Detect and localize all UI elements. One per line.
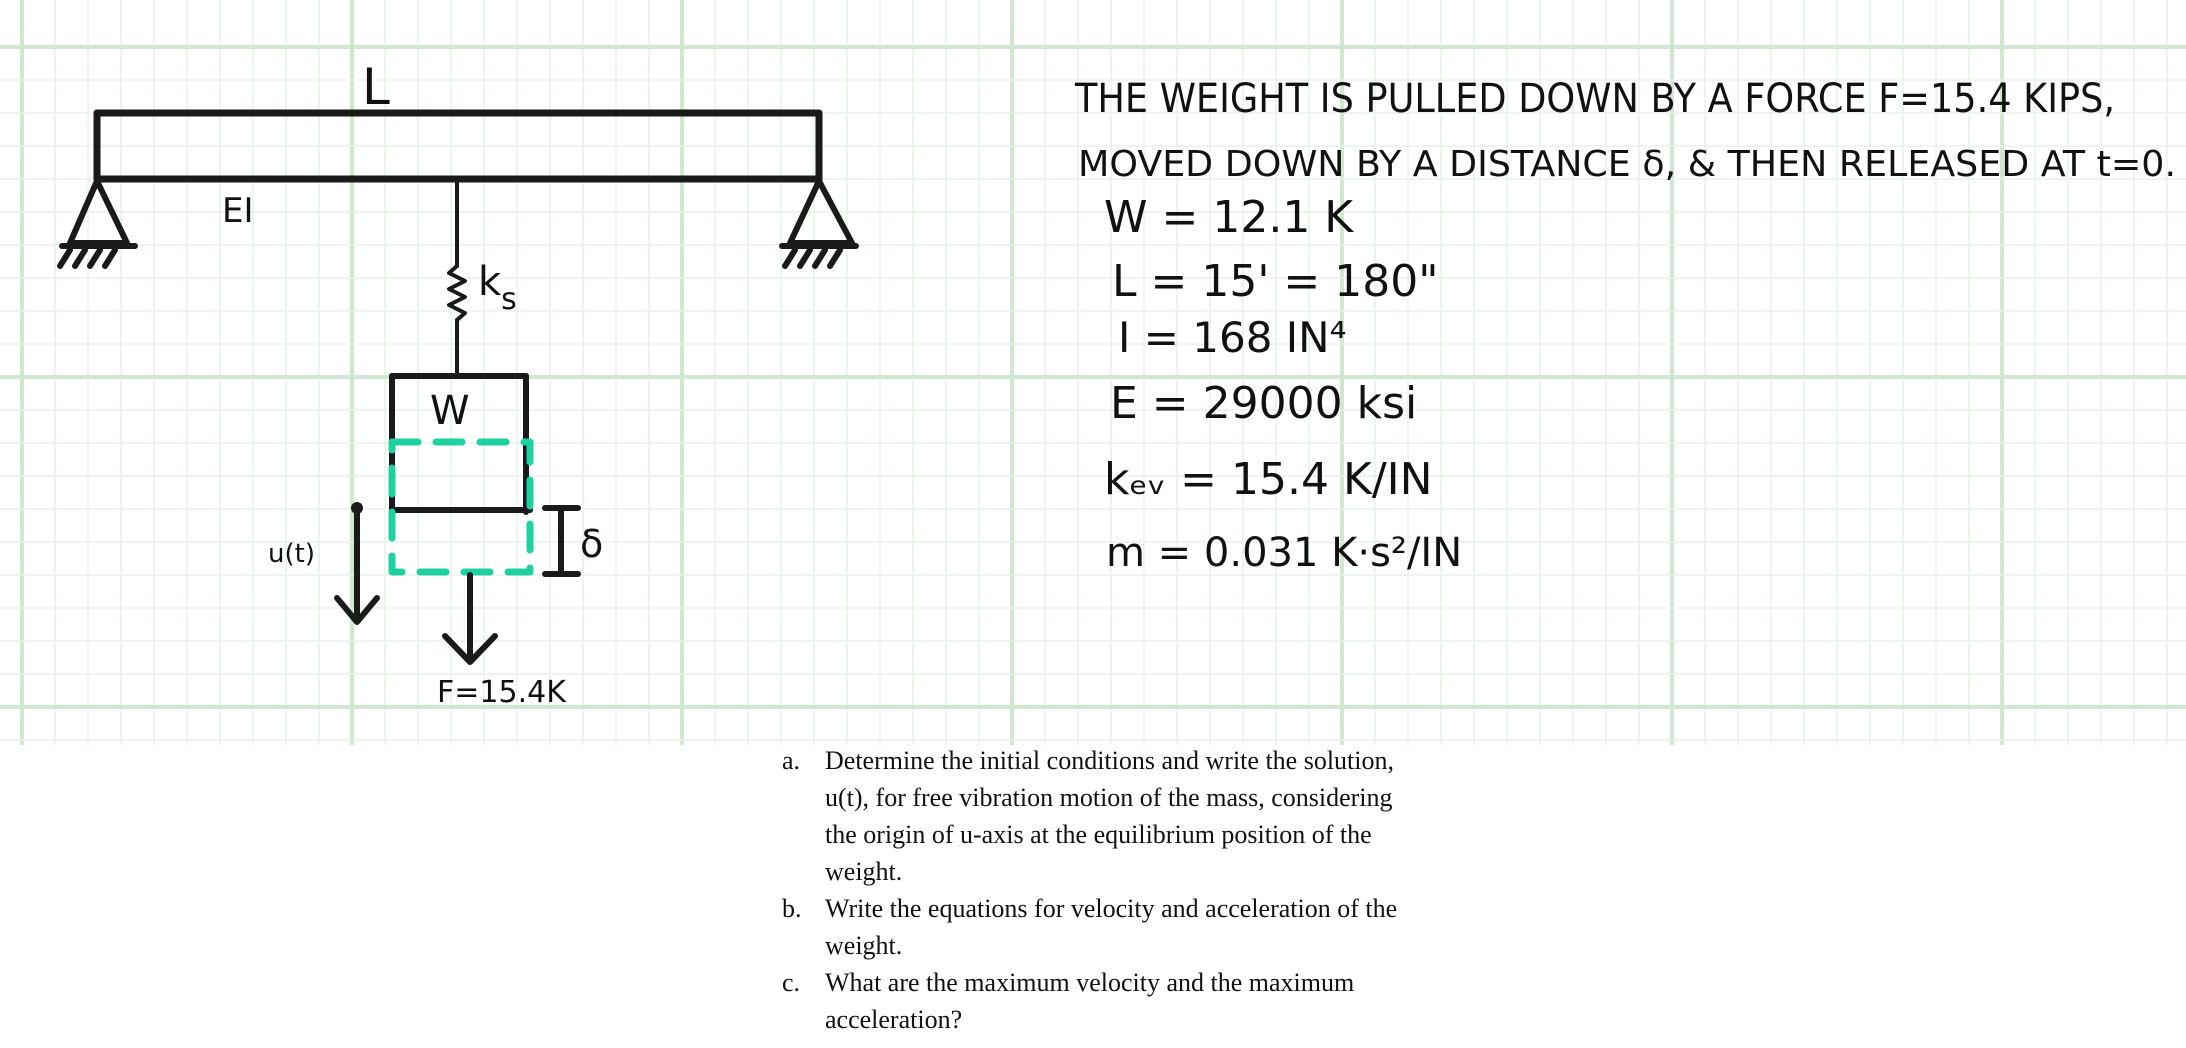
mass-label: W bbox=[430, 388, 470, 434]
beam-length-label: L bbox=[362, 58, 390, 116]
beam bbox=[97, 113, 819, 179]
question-b bbox=[782, 890, 1422, 964]
given-weight: W = 12.1 K bbox=[1104, 192, 1354, 243]
given-modulus: E = 29000 ksi bbox=[1110, 378, 1418, 429]
problem-statement-line-2: MOVED DOWN BY A DISTANCE δ, & THEN RELEASED AT t=0. bbox=[1078, 144, 2176, 185]
displacement-origin-dot bbox=[351, 502, 363, 514]
question-c-text: What are the maximum velocity and the maximum acceleration? bbox=[825, 968, 1355, 1034]
delta-label: δ bbox=[580, 522, 604, 566]
force-label: F=15.4K bbox=[437, 675, 566, 710]
beam-stiffness-label: EI bbox=[222, 191, 254, 231]
force-arrow bbox=[445, 575, 495, 662]
question-list bbox=[782, 742, 1422, 1038]
left-pin-support bbox=[60, 181, 135, 266]
spring-label: $k_s$ bbox=[478, 259, 517, 317]
spring bbox=[449, 179, 465, 376]
question-c-label: c. bbox=[782, 968, 801, 997]
question-a-label: a. bbox=[782, 746, 801, 775]
given-values bbox=[1104, 192, 1462, 576]
given-length: L = 15' = 180" bbox=[1112, 256, 1439, 307]
problem-statement-line-1: THE WEIGHT IS PULLED DOWN BY A FORCE F=15.4 KIPS, bbox=[1074, 76, 2115, 122]
given-mass: m = 0.031 K·s²/IN bbox=[1106, 530, 1463, 576]
displacement-label: u(t) bbox=[268, 539, 315, 569]
displacement-arrow bbox=[337, 506, 377, 622]
right-pin-support bbox=[782, 181, 856, 266]
question-b-text: Write the equations for velocity and acceleration of the weight. bbox=[825, 894, 1398, 960]
question-c bbox=[782, 964, 1422, 1038]
given-stiffness: kₑᵥ = 15.4 K/IN bbox=[1104, 454, 1433, 505]
question-a-text: Determine the initial conditions and write the solution, u(t), for free vibration motion of the mass, considering the origin of u-axis at the equilibrium position of the weight. bbox=[825, 746, 1394, 886]
question-b-label: b. bbox=[782, 894, 802, 923]
given-inertia: I = 168 IN⁴ bbox=[1118, 313, 1347, 362]
delta-dimension bbox=[545, 508, 578, 574]
question-a bbox=[782, 742, 1422, 890]
